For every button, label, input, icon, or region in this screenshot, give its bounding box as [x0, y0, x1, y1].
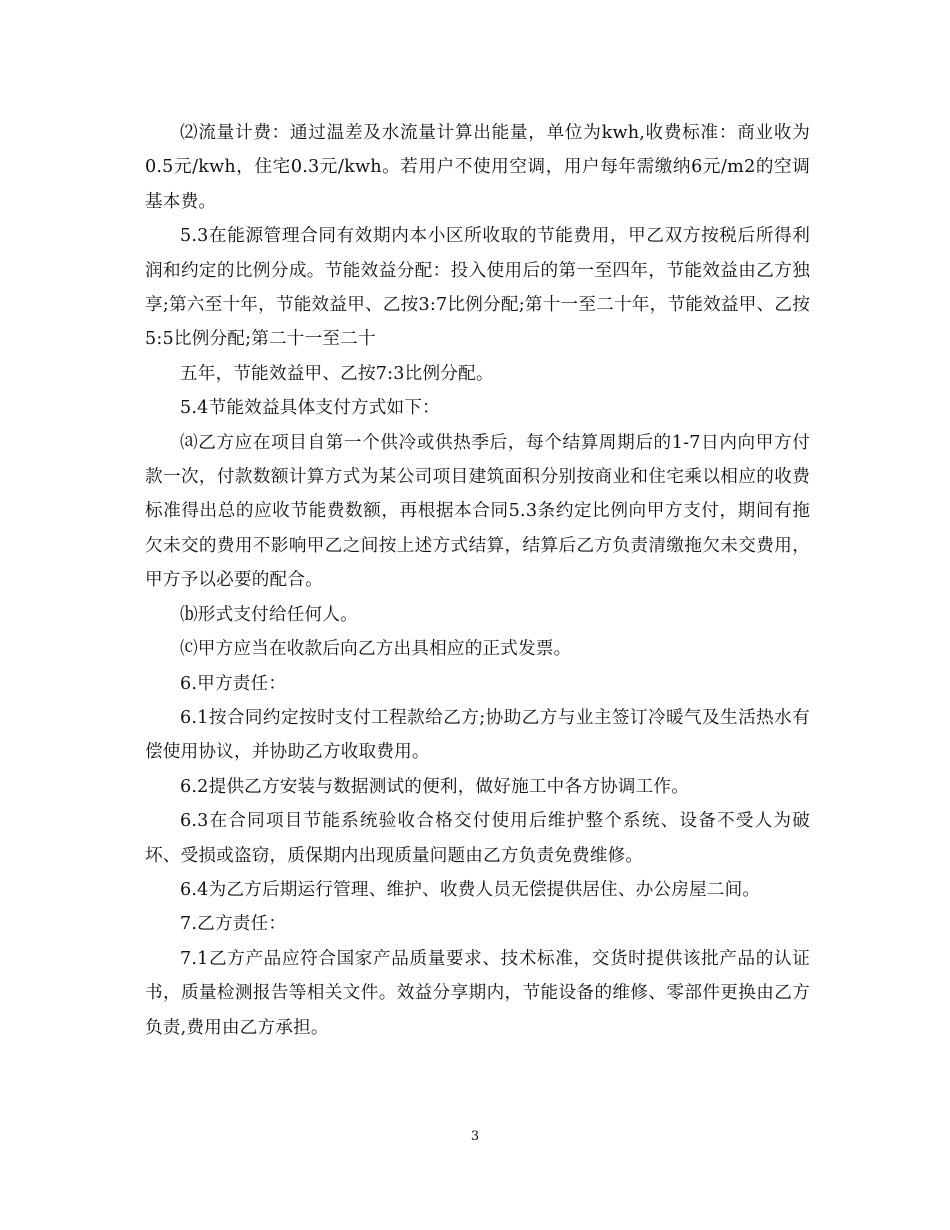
paragraph-5-3: 5.3在能源管理合同有效期内本小区所收取的节能费用，甲乙双方按税后所得利润和约定的比例分成。节能效益分配：投入使用后的第一至四年，节能效益由乙方独享;第六至十年，节能效益甲、乙按3:7比例分配;第十一至二十年，节能效益甲、乙按5:5比例分配;第二十一至二十 [145, 226, 810, 350]
paragraph-6-2: 6.2提供乙方安装与数据测试的便利，做好施工中各方协调工作。 [180, 776, 690, 797]
paragraph-6-3: 6.3在合同项目节能系统验收合格交付使用后维护整个系统、设备不受人为破坏、受损或盗窃，质保期内出现质量问题由乙方负责免费维修。 [145, 811, 810, 866]
paragraph-5-4-a: ⒜乙方应在项目自第一个供冷或供热季后，每个结算周期后的1-7日内向甲方付款一次，付款数额计算方式为某公司项目建筑面积分别按商业和住宅乘以相应的收费标准得出总的应收节能费数额，再根据本合同5.3条约定比例向甲方支付，期间有拖欠未交的费用不影响甲乙之间按上述方式结算，结算后乙方负责清缴拖欠未交费用，甲方予以必要的配合。 [145, 432, 810, 591]
paragraph-5-4-b: ⒝形式支付给任何人。 [180, 604, 358, 625]
paragraph-6-4: 6.4为乙方后期运行管理、维护、收费人员无偿提供居住、办公房屋二间。 [180, 879, 761, 900]
paragraph-5-4-c: ⒞甲方应当在收款后向乙方出具相应的正式发票。 [180, 639, 572, 660]
paragraph-5-4: 5.4节能效益具体支付方式如下： [180, 398, 440, 419]
paragraph-flow-billing: ⑵流量计费：通过温差及水流量计算出能量，单位为kwh,收费标准：商业收为0.5元/kwh，住宅0.3元/kwh。若用户不使用空调，用户每年需缴纳6元/m2的空调基本费。 [145, 123, 810, 212]
paragraph-7-1: 7.1乙方产品应符合国家产品质量要求、技术标准，交货时提供该批产品的认证书，质量检测报告等相关文件。效益分享期内，节能设备的维修、零部件更换由乙方负责,费用由乙方承担。 [145, 948, 810, 1038]
heading-party-b-duties: 7.乙方责任： [180, 914, 287, 935]
paragraph-5-3-continued: 五年，节能效益甲、乙按7:3比例分配。 [180, 363, 494, 384]
page-number: 3 [470, 1129, 480, 1144]
document-body [145, 116, 810, 1045]
paragraph-6-1: 6.1按合同约定按时支付工程款给乙方;协助乙方与业主签订冷暖气及生活热水有偿使用协议，并协助乙方收取费用。 [145, 707, 810, 763]
heading-party-a-duties: 6.甲方责任： [180, 673, 287, 694]
